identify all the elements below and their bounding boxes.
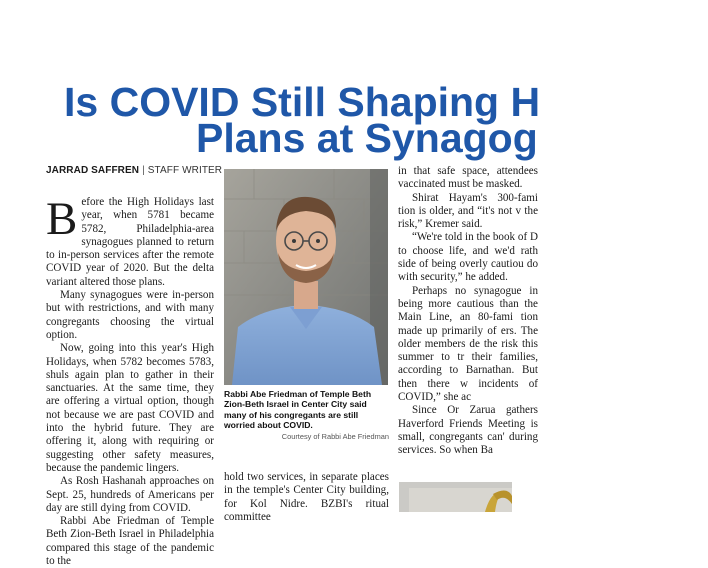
ad-gold-ornament xyxy=(399,482,512,512)
column-3-paragraph-2: Shirat Hayam's 300-fami tion is older, and “it's not v the risk,” Kremer said. xyxy=(398,191,538,231)
paragraph-1 xyxy=(46,193,214,289)
byline-separator: | xyxy=(142,165,145,176)
byline-author: JARRAD SAFFREN xyxy=(46,165,140,176)
byline-role: STAFF WRITER xyxy=(147,165,223,176)
byline xyxy=(46,165,222,176)
paragraph-5: Rabbi Abe Friedman of Temple Beth Zion-Beth Israel in Philadelphia compared this stage of the pandemic to the xyxy=(46,515,214,568)
column-3-paragraph-1: in that safe space, attendees vaccinated must be masked. xyxy=(398,165,538,191)
portrait-illustration xyxy=(224,169,388,385)
article-column-3 xyxy=(398,165,538,458)
column-3-paragraph-5: Since Or Zarua gathers Haverford Friends Meeting is small, congregants can' during services. So when Ba xyxy=(398,404,538,457)
article-column-2 xyxy=(224,471,389,524)
headline-line-1: Is COVID Still Shaping H xyxy=(64,79,541,125)
photo-credit: Courtesy of Rabbi Abe Friedman xyxy=(281,432,389,441)
column-3-paragraph-3: “We're told in the book of D to choose life, and we'd rath side of being overly cautiou do with security,” he added. xyxy=(398,231,538,284)
paragraph-3: Now, going into this year's High Holidays, when 5782 becomes 5783, shuls again plan to gather in their sanctuaries. At the same time, they are offering a virtual option, though not because we are past COVID and into the hybrid future. They are offering it, along with requiring or suggesting other safety measures, because the pandemic lingers. xyxy=(46,342,214,474)
photo-caption: Rabbi Abe Friedman of Temple Beth Zion-Beth Israel in Center City said many of his congregants are still worried about COVID. xyxy=(224,389,372,430)
drop-cap: B xyxy=(46,193,78,245)
paragraph-2: Many synagogues were in-person but with restrictions, and with many congregants choosing the virtual option. xyxy=(46,289,214,341)
advertisement-corner xyxy=(399,482,512,512)
headline-line-2: Plans at Synagog xyxy=(196,115,538,161)
paragraph-1-text: efore the High Holidays last year, when 5781 became 5782, Philadelphia-area synagogues planned to return to in-person services after the remote COVID year of 2020. But the delta variant altered those plans. xyxy=(46,196,214,288)
paragraph-4: As Rosh Hashanah approaches on Sept. 25, hundreds of Americans per day are still dying from COVID. xyxy=(46,475,214,514)
column-3-paragraph-4: Perhaps no synagogue in being more cautious than the Main Line, an 80-fami tion made up primarily of ers. The older members de the risk this summer to tr their families, according to Barnathan. But then there w incidents of COVID,” she ac xyxy=(398,284,538,404)
rabbi-portrait-photo xyxy=(224,169,388,385)
article-column-1 xyxy=(46,193,214,568)
column-2-paragraph-1: hold two services, in separate places in the temple's Center City building, for Kol Nidre. BZBI's ritual committee xyxy=(224,471,389,523)
